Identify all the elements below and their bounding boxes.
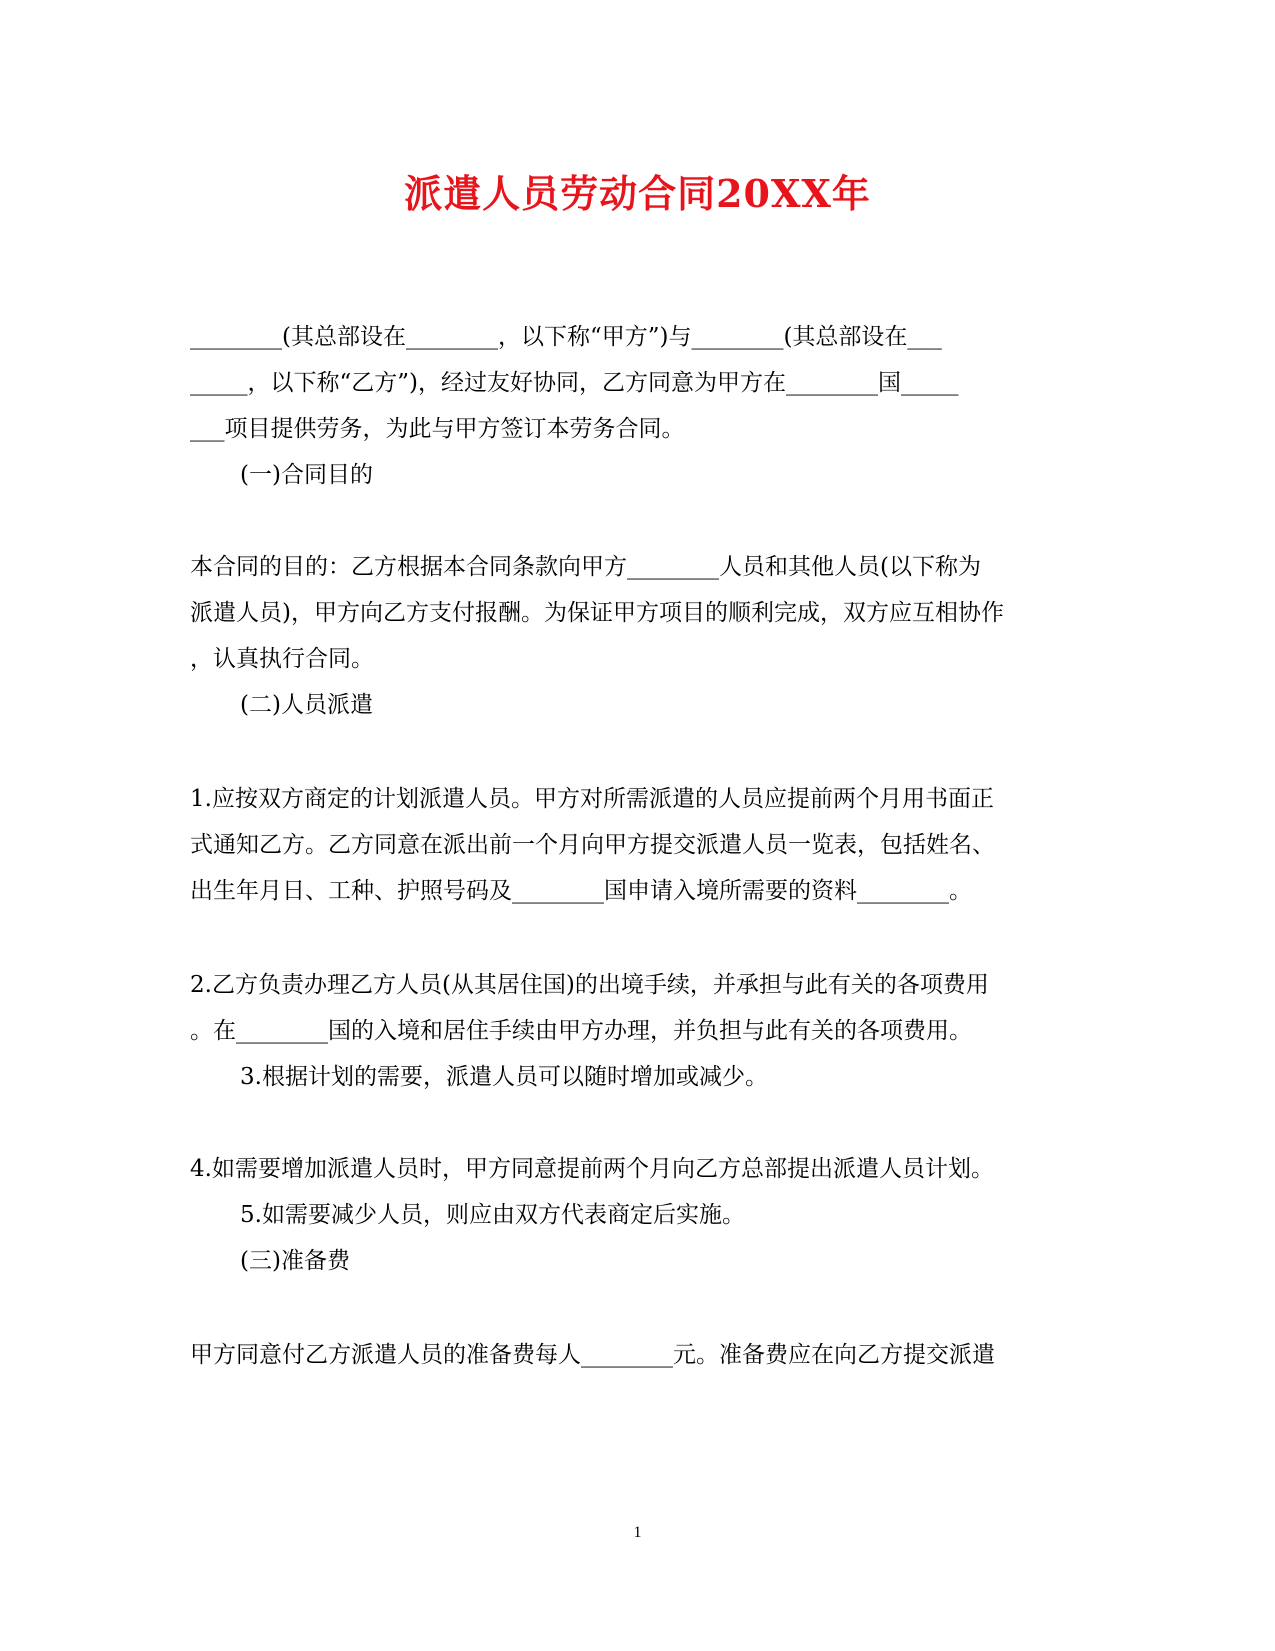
paragraph-line: ________(其总部设在________，以下称“甲方”)与________(其总部设在___ xyxy=(190,324,942,350)
paragraph-line: _____，以下称“乙方”)，经过友好协同，乙方同意为甲方在________国_____ xyxy=(190,370,959,396)
paragraph-line: 4.如需要增加派遣人员时，甲方同意提前两个月向乙方总部提出派遣人员计划。 xyxy=(190,1156,994,1182)
paragraph-line: 式通知乙方。乙方同意在派出前一个月向甲方提交派遣人员一览表，包括姓名、 xyxy=(190,832,995,858)
document-title: 派遣人员劳动合同20XX年 xyxy=(404,171,871,216)
paragraph-line: ，认真执行合同。 xyxy=(190,646,374,672)
paragraph-line: 甲方同意付乙方派遣人员的准备费每人________元。准备费应在向乙方提交派遣 xyxy=(190,1342,995,1368)
paragraph-line: 派遣人员)，甲方向乙方支付报酬。为保证甲方项目的顺利完成，双方应互相协作 xyxy=(190,600,1004,626)
page-number: 1 xyxy=(633,1524,642,1541)
section-heading: (一)合同目的 xyxy=(240,462,373,488)
paragraph-line: 5.如需要减少人员，则应由双方代表商定后实施。 xyxy=(240,1202,745,1228)
paragraph-line: ___项目提供劳务，为此与甲方签订本劳务合同。 xyxy=(190,416,685,442)
paragraph-line: 本合同的目的：乙方根据本合同条款向甲方________人员和其他人员(以下称为 xyxy=(190,554,981,580)
section-heading: (二)人员派遣 xyxy=(240,692,373,718)
paragraph-line: 出生年月日、工种、护照号码及________国申请入境所需要的资料________。 xyxy=(190,878,972,904)
paragraph-line: 1.应按双方商定的计划派遣人员。甲方对所需派遣的人员应提前两个月用书面正 xyxy=(190,786,994,812)
paragraph-line: 3.根据计划的需要，派遣人员可以随时增加或减少。 xyxy=(240,1064,768,1090)
paragraph-line: 。在________国的入境和居住手续由甲方办理，并负担与此有关的各项费用。 xyxy=(190,1018,972,1044)
section-heading: (三)准备费 xyxy=(240,1248,350,1274)
paragraph-line: 2.乙方负责办理乙方人员(从其居住国)的出境手续，并承担与此有关的各项费用 xyxy=(190,972,989,998)
